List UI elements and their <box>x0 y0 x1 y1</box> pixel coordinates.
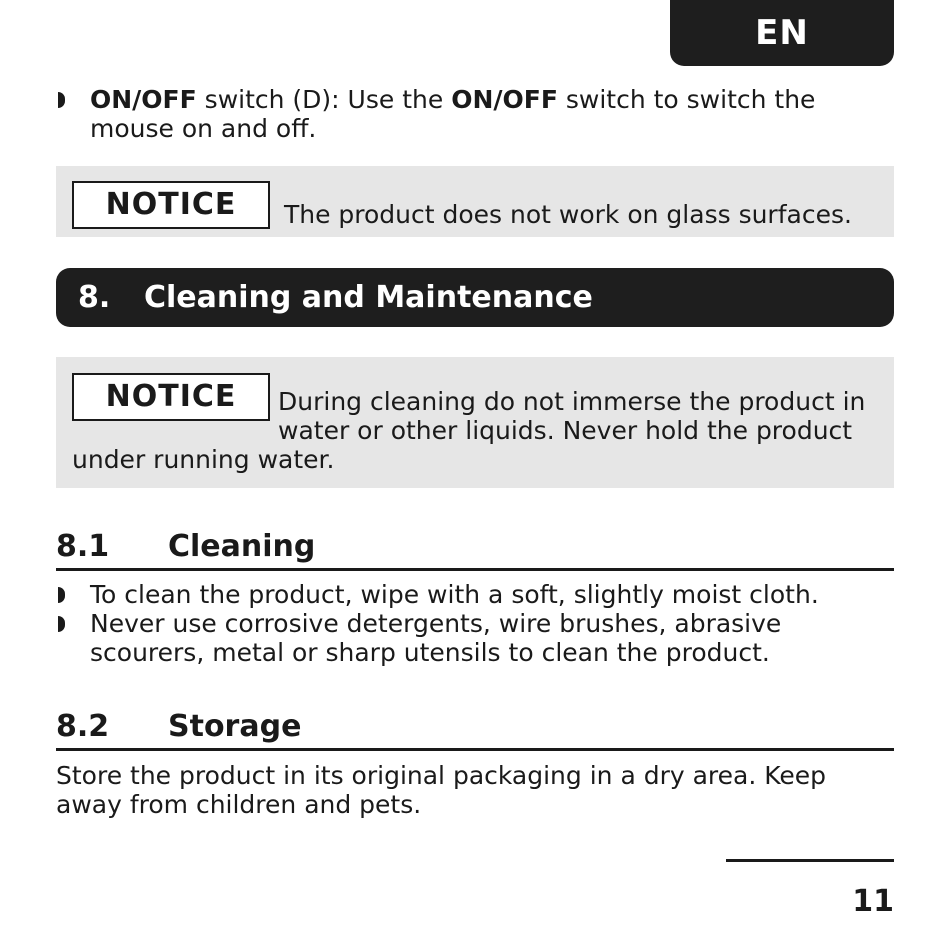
footer-rule <box>726 859 894 862</box>
switch-bullet <box>56 85 894 143</box>
list-item-text: Never use corrosive detergents, wire brushes, abrasive scourers, metal or sharp utensils to clean the product. <box>90 609 782 667</box>
subheading-storage <box>56 700 894 751</box>
bullet-icon <box>56 85 90 143</box>
section-title: Cleaning and Maintenance <box>144 280 593 315</box>
storage-paragraph: Store the product in its original packaging in a dry area. Keep away from children and pets. <box>56 761 827 819</box>
subheading-number: 8.1 <box>56 529 110 564</box>
page-number: 11 <box>852 884 894 919</box>
notice-text: During cleaning do not immerse the product in water or other liquids. Never hold the product under running water. <box>72 387 866 474</box>
section-heading <box>56 268 894 327</box>
notice-cleaning <box>56 357 894 488</box>
list-item <box>56 609 894 667</box>
bullet-icon <box>56 580 90 609</box>
notice-label: NOTICE <box>72 181 270 229</box>
language-tab: EN <box>670 0 894 66</box>
switch-text-2: switch to switch the mouse on and off. <box>90 85 816 143</box>
subheading-title: Cleaning <box>168 529 316 564</box>
onoff-term: ON/OFF <box>90 85 197 114</box>
onoff-term: ON/OFF <box>451 85 558 114</box>
subheading-cleaning <box>56 520 894 571</box>
switch-text-1: switch (D): Use the <box>196 85 452 114</box>
notice-glass-surfaces <box>56 166 894 237</box>
subheading-number: 8.2 <box>56 709 110 744</box>
bullet-icon <box>56 609 90 667</box>
section-number: 8. <box>78 280 111 315</box>
notice-text: The product does not work on glass surfaces. <box>283 200 852 229</box>
subheading-title: Storage <box>168 709 302 744</box>
list-item-text: To clean the product, wipe with a soft, slightly moist cloth. <box>90 580 819 609</box>
switch-bullet-text <box>90 85 894 143</box>
list-item <box>56 580 894 609</box>
notice-label: NOTICE <box>72 373 270 421</box>
